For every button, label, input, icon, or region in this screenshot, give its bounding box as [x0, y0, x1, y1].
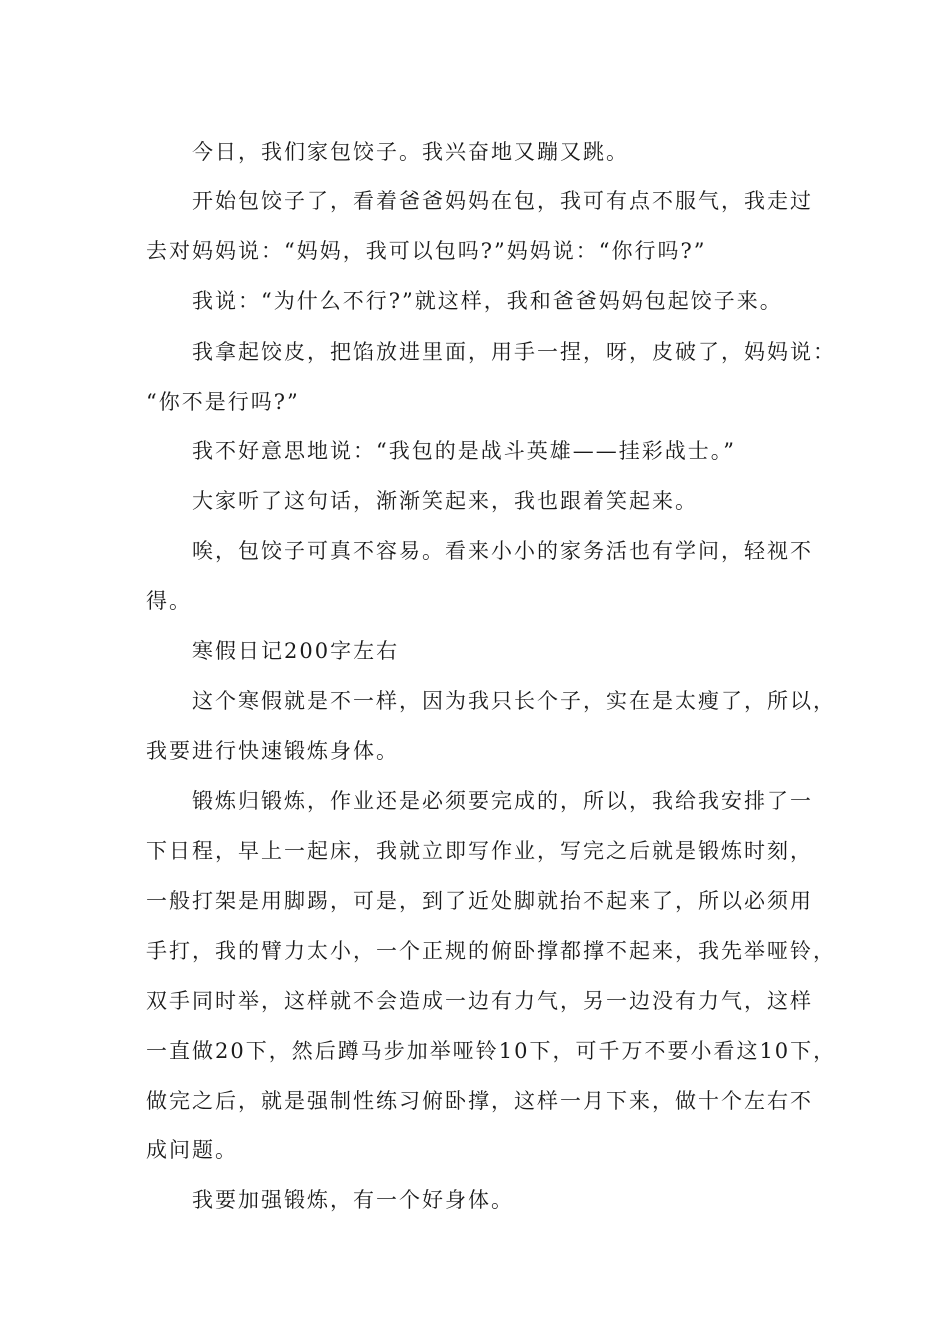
- text-line: 得。: [146, 589, 192, 613]
- text-line: 这个寒假就是不一样，因为我只长个子，实在是太瘦了，所以，: [192, 689, 836, 713]
- text-line: 今日，我们家包饺子。我兴奋地又蹦又跳。: [192, 140, 629, 164]
- text-line: 我要加强锻炼，有一个好身体。: [192, 1188, 514, 1212]
- text-line: 我拿起饺皮，把馅放进里面，用手一捏，呀，皮破了，妈妈说：: [192, 340, 836, 364]
- text-line: 一般打架是用脚踢，可是，到了近处脚就抬不起来了，所以必须用: [146, 889, 813, 913]
- text-line: 开始包饺子了，看着爸爸妈妈在包，我可有点不服气，我走过: [192, 189, 813, 213]
- text-line: 锻炼归锻炼，作业还是必须要完成的，所以，我给我安排了一: [192, 789, 813, 813]
- text-line: 双手同时举，这样就不会造成一边有力气，另一边没有力气，这样: [146, 989, 813, 1013]
- text-line: 我不好意思地说：“我包的是战斗英雄——挂彩战士。”: [192, 439, 736, 463]
- text-line: 我说：“为什么不行?”就这样，我和爸爸妈妈包起饺子来。: [192, 289, 783, 313]
- section-heading: 寒假日记200字左右: [192, 639, 400, 663]
- text-line: 去对妈妈说：“妈妈，我可以包吗?”妈妈说：“你行吗?”: [146, 239, 707, 263]
- text-line: 一直做20下，然后蹲马步加举哑铃10下，可千万不要小看这10下，: [146, 1039, 837, 1063]
- text-line: 我要进行快速锻炼身体。: [146, 739, 399, 763]
- text-line: 下日程，早上一起床，我就立即写作业，写完之后就是锻炼时刻，: [146, 839, 813, 863]
- text-line: 唉，包饺子可真不容易。看来小小的家务活也有学问，轻视不: [192, 539, 813, 563]
- text-line: 手打，我的臂力太小，一个正规的俯卧撑都撑不起来，我先举哑铃，: [146, 939, 836, 963]
- text-line: 大家听了这句话，渐渐笑起来，我也跟着笑起来。: [192, 489, 698, 513]
- text-line: 成问题。: [146, 1138, 238, 1162]
- text-line: 做完之后，就是强制性练习俯卧撑，这样一月下来，做十个左右不: [146, 1089, 813, 1113]
- text-line: “你不是行吗?”: [146, 390, 300, 414]
